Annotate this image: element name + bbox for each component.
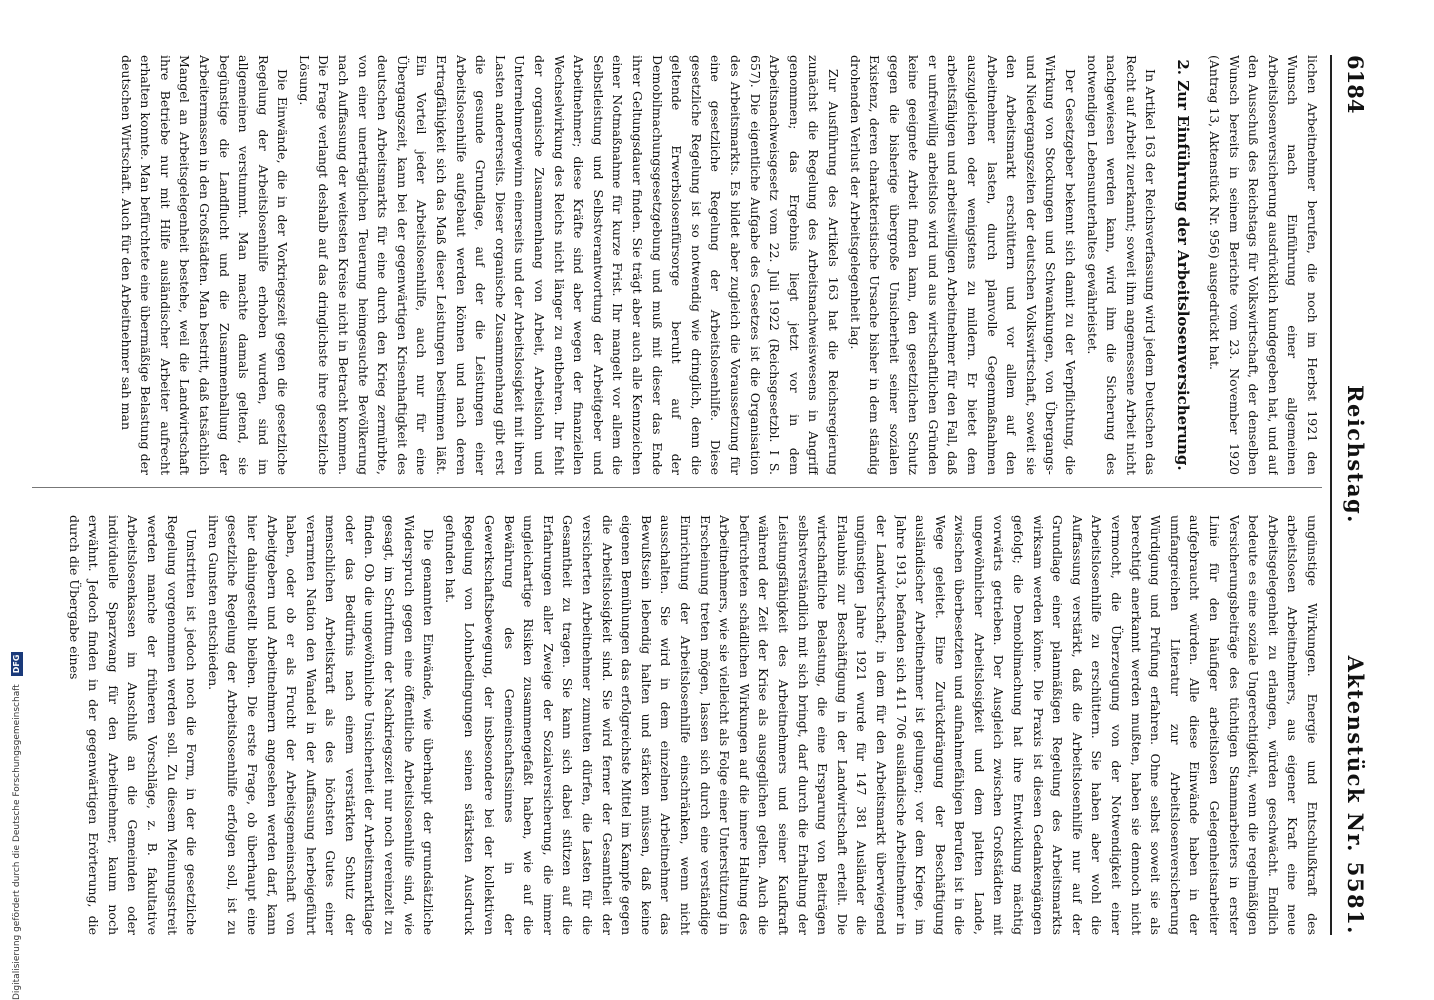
paragraph: ungünstige Wirkungen. Energie und Entschlußkraft des arbeitslosen Arbeitnehmers, aus eigener Kraft eine neue Arbeitsgelegenheit zu erlangen, würden geschwächt. Endlich bedeute es eine soziale Ungerechtigkeit, wenn die regelmäßigen Versicherungsbeiträge des tüchtigen Stammarbeiters in erster Linie für den häufiger arbeitslosen Gelegenheitsarbeiter aufgebraucht würden. Alle diese Einwände haben in der umfangreichen Literatur zur Arbeitslosenversicherung Würdigung und Prüfung erfahren. Ohne selbst soweit sie als berechtigt anerkannt werden mußten, haben sie dennoch nicht vermocht, die Überzeugung von der Notwendigkeit einer Arbeitslosenhilfe zu erschüttern. Sie haben aber wohl die Auffassung verstärkt, daß die Arbeitslosenhilfe nur auf der Grundlage einer planmäßigen Regelung des Arbeitsmarkts wirksam werden könne. Die Praxis ist diesen Gedankengängen gefolgt; die Demobilmachung hat ihre Entwicklung mächtig vorwärts getrieben. Der Ausgleich zwischen Großstädten mit ungewöhnlicher Arbeitslosigkeit und dem platten Lande, zwischen überbesetzten und aufnahmefähigen Berufen ist in die Wege geleitet. Eine Zurückdrängung der Beschäftigung ausländischer Arbeitnehmer ist gelungen; vor dem Kriege, im Jahre 1913, befanden sich 411 706 ausländische Arbeitnehmer in der Landwirtschaft; in dem für den Arbeitsmarkt überwiegend ungünstigen Jahre 1921 wurde für 147 381 Ausländer die Erlaubnis zur Beschäftigung in der Landwirtschaft erteilt. Die wirtschaftliche Belastung, die eine Ersparung von Beiträgen selbstverständlich mit sich bringt, darf durch die Erhaltung der Leistungsfähigkeit des Arbeitnehmers und seiner Kaufkraft während der Zeit der Krise als ausgeglichen gelten. Auch die befürchteten schädlichen Wirkungen auf die innere Haltung des Arbeitnehmers, wie sie vielleicht als Folge einer Unterstützung in Erscheinung treten mögen, lassen sich durch eine verständige Einrichtung der Arbeitslosenhilfe einschränken, wenn nicht ausschalten. Sie wird in dem einzelnen Arbeitnehmer das Bewußtsein lebendig halten und stärken müssen, daß keine eigenen Bemühungen das erfolgreichste Mittel im Kampfe gegen die Arbeitslosigkeit sind. Sie wird ferner der Gesamtheit der versicherten Arbeitnehmer zumuten dürfen, die Lasten für die Gesamtheit zu tragen. Sie kann sich dabei stützen auf die Erfahrungen aller Zweige der Sozialversicherung, die immer ungleichartige Risiken zusammengefaßt haben, wie auf die Bewährung des Gemeinschaftssinnes in der Gewerkschaftsbewegung, der insbesondere bei der kollektiven Regelung von Lohnbedingungen seinen stärksten Ausdruck gefunden hat. (442, 515, 1320, 935)
column-divider (32, 487, 1322, 489)
section-heading: 2. Zur Einführung der Arbeitslosenversicherung. (1174, 59, 1193, 471)
right-column (32, 515, 1322, 935)
dfg-logo: DFG (11, 652, 23, 677)
journal-title: Reichstag. (1343, 385, 1368, 524)
paragraph: Die Einwände, die in der Vorkriegszeit gegen die gesetzliche Regelung der Arbeitslosenhilfe erhoben wurden, sind im allgemeinen verstummt. Man machte damals geltend, sie begünstige die Landflucht und die Zusammenballung der Arbeitermassen in den Großstädten. Man bestritt, daß tatsächlich Mangel an Arbeitsgelegenheit bestehe, weil die Landwirtschaft ihre Betriebe nur mit Hilfe ausländischer Arbeiter aufrecht erhalten konnte. Man befürchtete eine übermäßige Belastung der deutschen Wirtschaft. Auch für den Arbeitnehmer sah man (118, 55, 291, 475)
paragraph: Zur Ausführung des Artikels 163 hat die Reichsregierung zunächst die Regelung des Arbeitsnachweiswesens in Angriff genommen; das Ergebnis liegt jetzt vor in dem Arbeitsnachweisgesetz vom 22. Juli 1922 (Reichsgesetzbl. I S. 657). Die eigentliche Aufgabe des Gesetzes ist die Organisation des Arbeitsmarkts. Es bildet aber zugleich die Voraussetzung für eine gesetzliche Regelung der Arbeitslosenhilfe. Diese gesetzliche Regelung ist so notwendig wie dringlich, denn die geltende Erwerbslosenfürsorge beruht auf der Demobilmachungsgesetzgebung und muß mit dieser das Ende ihrer Geltungsdauer finden. Sie trägt aber auch alle Kennzeichen einer Notmaßnahme für kurze Frist. Ihr mangelt vor allem die Selbstleistung und Selbstverantwortung der Arbeitgeber und Arbeitnehmer; diese Kräfte sind aber wegen der finanziellen Wechselwirkung des Reichs nicht länger zu entbehren. Ihr fehlt der organische Zusammenhang von Arbeit, Arbeitslohn und Unternehmergewinn einerseits und der Arbeitslosigkeit mit ihren Lasten andererseits. Dieser organische Zusammenhang gibt erst die gesunde Grundlage, auf der die Leistungen einer Arbeitslosenhilfe aufgebaut werden können und nach deren Ertragfähigkeit sich das Maß dieser Leistungen bestimmen läßt. Ein Vorteil jeder Arbeitslosenhilfe, auch nur für eine Übergangszeit, kann bei der gegenwärtigen Krisenhaftigkeit des deutschen Arbeitsmarkts für eine durch den Krieg zermürbte, von einer unerträglichen Teuerung heimgesuchte Bevölkerung nach Auffassung der weitesten Kreise nicht in Betracht kommen. Die Frage verlangt deshalb auf das dringlichste ihre gesetzliche Lösung. (296, 55, 841, 475)
paragraph: In Artikel 163 der Reichsverfassung wird jedem Deutschen das Recht auf Arbeit zuerkannt; soweit ihm angemessene Arbeit nicht nachgewiesen werden kann, wird ihm die Sicherung des notwendigen Lebensunterhaltes gewährleistet. (1084, 55, 1159, 475)
digitization-credit (8, 0, 26, 1000)
paragraph: Der Gesetzgeber bekennt sich damit zu der Verpflichtung, die Wirkung von Stockungen und Schwankungen, von Übergangs- und Niedergangszeiten der deutschen Volkswirtschaft, soweit sie den Arbeitsmarkt erschüttern und vor allem auf den Arbeitnehmer lasten, durch planvolle Gegenmaßnahmen auszugleichen oder wenigstens zu mildern. Er bietet dem arbeitsfähigen und arbeitswilligen Arbeitnehmer für den Fall, daß er unfreiwillig arbeitslos wird und aus wirtschaftlichen Gründen keine geeignete Arbeit finden kann, den gesetzlichen Schutz gegen die bisherige übergroße Unsicherheit seiner sozialen Existenz, deren charakteristische Ursache bisher in dem ständig drohenden Verlust der Arbeitsgelegenheit lag. (847, 55, 1079, 475)
page-number: 6184 (1343, 55, 1368, 114)
page-header (1330, 55, 1372, 935)
document-number: Aktenstück Nr. 5581. (1343, 655, 1368, 935)
left-column (32, 55, 1322, 475)
paragraph: Umstritten ist jedoch noch die Form, in der die gesetzliche Regelung vorgenommen werden soll. Zu diesem Meinungsstreit werden manche der früheren Vorschläge, z. B. fakultative Arbeitslosenkassen im Anschluß an die Gemeinden oder individuelle Sparzwang für den Arbeitnehmer, kaum noch erwähnt. Jedoch finden in der gegenwärtigen Erörterung, die durch die Übergabe eines (66, 515, 200, 935)
paragraph: Die genannten Einwände, wie überhaupt der grundsätzliche Widerspruch gegen eine öffentliche Arbeitslosenhilfe sind, wie gesagt, im Schrifttum der Nachkriegszeit nur noch vereinzelt zu finden. Ob die ungewöhnliche Unsicherheit der Arbeitsmarktlage oder das Bedürfnis nach einem verstärkten Schutz der menschlichen Arbeitskraft als des höchsten Gutes einer verarmten Nation den Wandel in der Auffassung herbeigeführt haben, oder ob er als Frucht der Arbeitsgemeinschaft von Arbeitgebern und Arbeitnehmern angesehen werden darf, kann hier dahingestellt bleiben. Die erste Frage, ob überhaupt eine gesetzliche Regelung der Arbeitslosenhilfe erfolgen soll, ist zu ihren Gunsten entschieden. (205, 515, 437, 935)
credit-text: Digitalisierung gefördert durch die Deutsche Forschungsgemeinschaft (12, 684, 22, 1000)
intro-paragraph: lichen Arbeitnehmer berufen, die noch im Herbst 1921 den Wunsch nach Einführung einer allgemeinen Arbeitslosenversicherung ausdrücklich kundgegeben hat, und auf den Ausschuß des Reichstags für Volkswirtschaft, der denselben Wunsch bereits in seinem Berichte vom 23. November 1920 (Antrag 13, Aktenstück Nr. 956) ausgedrückt hat. (1207, 55, 1320, 475)
